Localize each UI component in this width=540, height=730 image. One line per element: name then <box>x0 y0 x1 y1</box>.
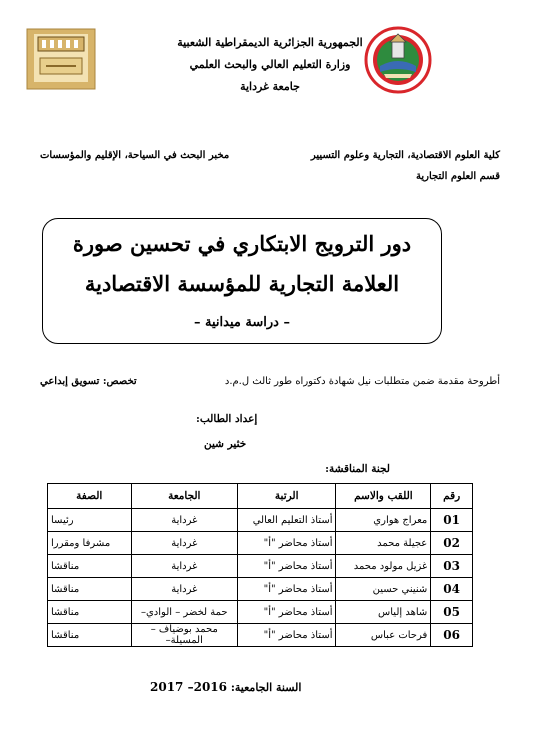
table-row <box>48 532 473 555</box>
row-name: معراج هواري <box>336 509 431 532</box>
university-logo <box>364 22 432 100</box>
row-name: فرحات عباس <box>336 624 431 647</box>
row-rank: أستاذ التعليم العالي <box>238 509 336 532</box>
row-role: مناقشا <box>48 624 132 647</box>
header-rank: الرتبة <box>238 484 336 509</box>
row-university: محمد بوضياف –المسيلة– <box>131 624 237 647</box>
student-name: خثير شين <box>204 438 247 450</box>
row-rank: أستاذ محاضر "أ" <box>238 532 336 555</box>
table-row <box>48 509 473 532</box>
lab-logo <box>26 28 96 90</box>
thesis-note: أطروحة مقدمة ضمن متطلبات نيل شهادة دكتوراه طور ثالث ل.م.د <box>224 376 500 387</box>
table-row <box>48 578 473 601</box>
header-role: الصفة <box>48 484 132 509</box>
row-name: شاهد إلياس <box>336 601 431 624</box>
header-ministry: وزارة التعليم العالي والبحث العلمي <box>189 58 351 71</box>
table-row <box>48 601 473 624</box>
title-box <box>42 218 442 344</box>
row-num: 02 <box>431 532 473 555</box>
row-university: حمة لخضر – الوادي– <box>131 601 237 624</box>
header-university: جامعة غرداية <box>240 80 300 93</box>
prepared-by-label: إعداد الطالب: <box>196 413 258 425</box>
row-role: مناقشا <box>48 578 132 601</box>
row-role: مناقشا <box>48 601 132 624</box>
header-university: الجامعة <box>131 484 237 509</box>
row-role: مناقشا <box>48 555 132 578</box>
title-line-2: العلامة التجارية للمؤسسة الاقتصادية <box>84 271 400 296</box>
table-header-row <box>48 484 473 509</box>
header-republic: الجمهورية الجزائرية الديمقراطية الشعبية <box>177 36 363 49</box>
row-num: 04 <box>431 578 473 601</box>
header-name: اللقب والاسم <box>336 484 431 509</box>
specialty: تخصص: تسويق إبداعي <box>40 376 137 387</box>
committee-label: لجنة المناقشة: <box>325 463 390 475</box>
row-university: غرداية <box>131 555 237 578</box>
row-num: 01 <box>431 509 473 532</box>
lab-name: مخبر البحث في السياحة، الإقليم والمؤسسات <box>40 150 230 161</box>
row-name: غزيل مولود محمد <box>336 555 431 578</box>
academic-year-line <box>150 680 301 694</box>
department-name: قسم العلوم التجارية <box>416 171 500 182</box>
row-name: عجيلة محمد <box>336 532 431 555</box>
row-rank: أستاذ محاضر "أ" <box>238 601 336 624</box>
row-num: 06 <box>431 624 473 647</box>
row-name: شنيني حسين <box>336 578 431 601</box>
row-university: غرداية <box>131 509 237 532</box>
row-university: غرداية <box>131 532 237 555</box>
header-num: رقم <box>431 484 473 509</box>
row-university: غرداية <box>131 578 237 601</box>
title-line-1: دور الترويج الابتكاري في تحسين صورة <box>72 231 412 256</box>
committee-table <box>47 483 473 647</box>
title-subtitle: – دراسة ميدانية – <box>194 315 290 330</box>
row-role: رئيسا <box>48 509 132 532</box>
table-row <box>48 624 473 647</box>
row-num: 05 <box>431 601 473 624</box>
row-rank: أستاذ محاضر "أ" <box>238 555 336 578</box>
row-num: 03 <box>431 555 473 578</box>
table-row <box>48 555 473 578</box>
row-role: مشرفا ومقررا <box>48 532 132 555</box>
faculty-name: كلية العلوم الاقتصادية، التجارية وعلوم التسيير <box>310 150 500 161</box>
row-rank: أستاذ محاضر "أ" <box>238 578 336 601</box>
academic-year-value: 2016– 2017 <box>150 680 227 694</box>
row-rank: أستاذ محاضر "أ" <box>238 624 336 647</box>
academic-year-label: السنة الجامعية: <box>230 681 302 694</box>
